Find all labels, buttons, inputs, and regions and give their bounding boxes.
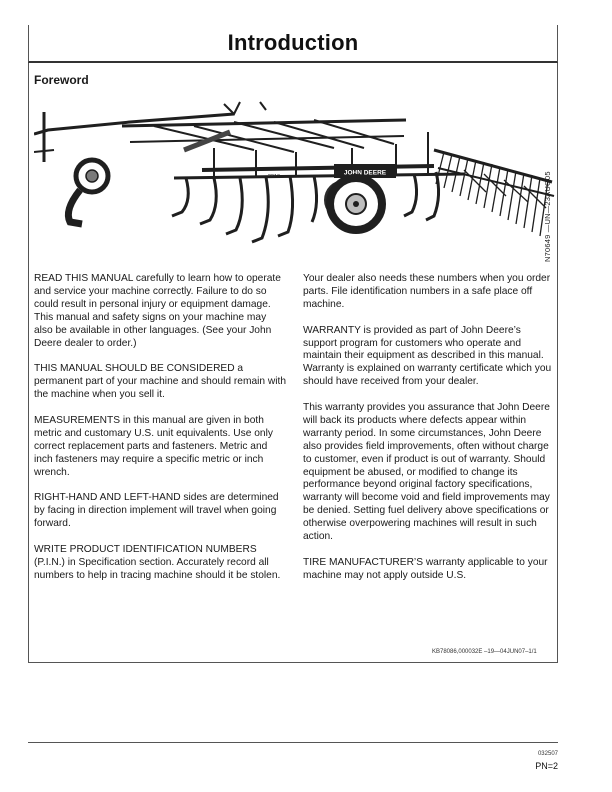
- section-heading: Foreword: [34, 73, 89, 87]
- paragraph-dealer-numbers: Your dealer also needs these numbers when you order parts. File identification numbers in a safe place off machine.: [303, 273, 551, 310]
- field-cultivator-illustration: [34, 92, 556, 264]
- document-reference: KB78086,000032E –19—04JUN07–1/1: [432, 649, 537, 655]
- footer-code: 032507: [537, 751, 558, 757]
- paragraph-pin: WRITE PRODUCT IDENTIFICATION NUMBERS (P.I.N.) in Specification section. Accurately record all numbers to help in tracing machine should it be stolen.: [34, 543, 281, 581]
- footer-divider: [28, 742, 558, 743]
- left-column: [34, 273, 287, 596]
- paragraph-warranty-assurance: This warranty provides you assurance that John Deere will back its products where defects appear within warranty period. In some circumstances, John Deere also provides field improvements, often without charge to customer, even if product is out of warranty. Should equipment be abused, or modified to change its performance beyond original factory specifications, warranty will become void and field improvements may be denied. Setting fuel delivery above specifications or otherwise overpowering machines will result in such action.: [303, 402, 550, 543]
- page-title: Introduction: [227, 30, 359, 55]
- transport-wheels: [324, 178, 382, 230]
- paragraph-tire-warranty: TIRE MANUFACTURER’S warranty applicable to your machine may not apply outside U.S.: [303, 556, 548, 581]
- paragraph-read-manual: READ THIS MANUAL carefully to learn how to operate and service your machine correctly. Failure to do so could result in personal injury or equipment damage. This manual and safety signs on your machine may also be available in other languages. (See your John Deere dealer to order.): [34, 273, 281, 349]
- brand-decal: JOHN DEERE: [343, 169, 387, 177]
- front-wheel: [68, 160, 108, 224]
- paragraph-manual-part: THIS MANUAL SHOULD BE CONSIDERED a permanent part of your machine and should remain with the machine when you sell it.: [34, 363, 286, 401]
- rear-harrow: [434, 150, 554, 236]
- figure-code: N70649 —UN—23AUG05: [543, 171, 552, 262]
- model-decal: 2210: [267, 174, 281, 180]
- paragraph-sides: RIGHT-HAND AND LEFT-HAND sides are determined by facing in direction implement will travel when going forward.: [34, 492, 279, 530]
- right-column: [303, 273, 553, 596]
- cultivator-shanks: [172, 169, 439, 242]
- paragraph-warranty: WARRANTY is provided as part of John Deere’s support program for customers who operate and maintain their equipment as described in this manual. Warranty is explained on warranty certificate which you should have received from your dealer.: [303, 324, 552, 388]
- page-header: [28, 25, 558, 63]
- paragraph-measurements: MEASUREMENTS in this manual are given in both metric and customary U.S. unit equivalents. Use only correct replacement parts and fasteners. Metric and inch fasteners may require a specific metric or inch wrench.: [34, 414, 273, 478]
- page-number: PN=2: [535, 761, 558, 771]
